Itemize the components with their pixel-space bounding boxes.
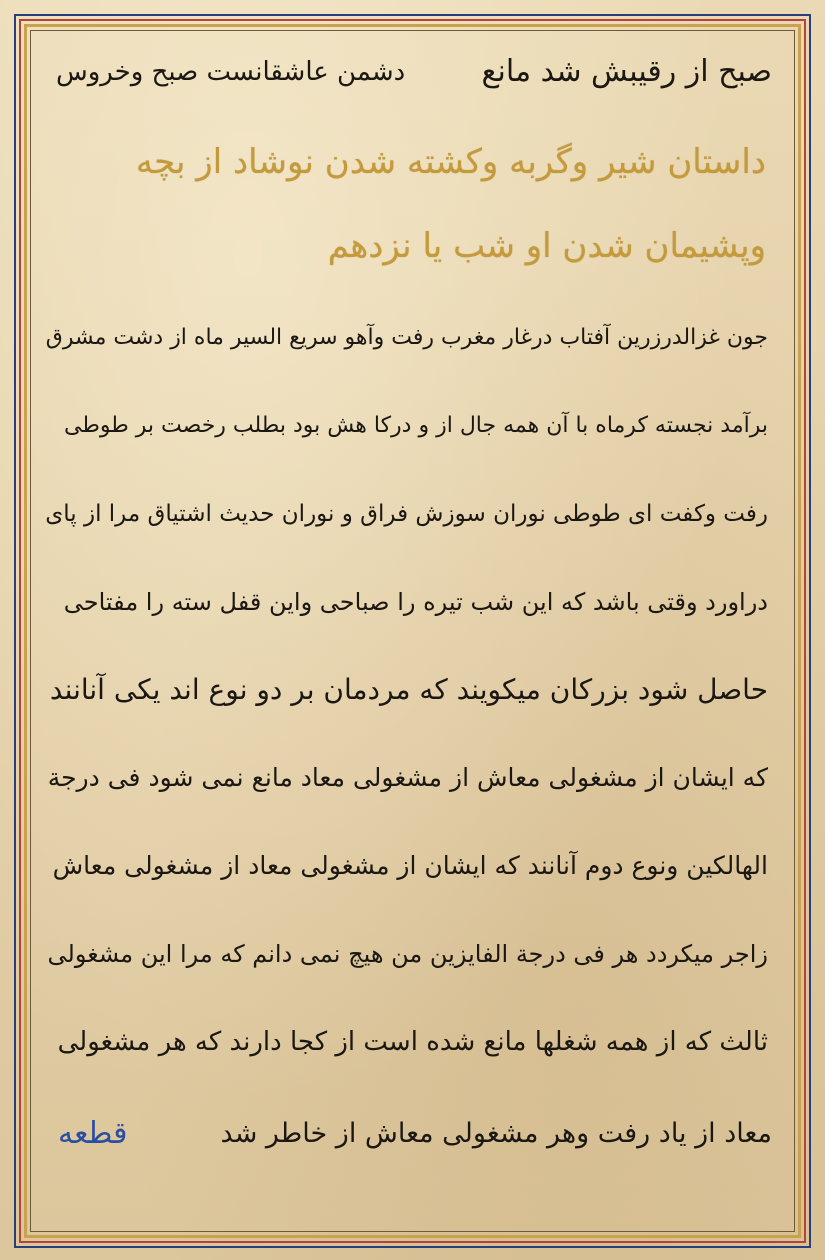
hemistich-right: صبح از رقیبش شد مانع: [481, 54, 772, 89]
verse-line: [36, 34, 790, 110]
body-line-1: جون غزالدرزرین آفتاب درغار مغرب رفت وآهو سریع السیر ماه از دشت مشرق: [45, 325, 768, 350]
text-block: [36, 32, 790, 1228]
rubric-line-1: داستان شیر وگربه وکشته شدن نوشاد از بچه: [135, 142, 766, 182]
body-line-4: دراورد وقتی باشد که این شب تیره را صباحی واین قفل سته را مفتاحی: [63, 588, 768, 616]
body-line-6: که ایشان از مشغولی معاش از مشغولی معاد مانع نمی شود فی درجة: [47, 763, 768, 792]
body-line-7: الهالکین ونوع دوم آنانند که ایشان از مشغولی معاد از مشغولی معاش: [52, 851, 768, 880]
rubric-line-2: وپشیمان شدن او شب یا نزدهم: [327, 226, 766, 266]
body-line-2: برآمد نجسته کرماه با آن همه جال از و درکا هش بود بطلب رخصت بر طوطی: [64, 413, 768, 438]
qita-heading: قطعه: [58, 1116, 128, 1151]
last-line: [36, 1096, 790, 1172]
body-line-3: رفت وکفت ای طوطی نوران سوزش فراق و نوران حدیث اشتیاق مرا از پای: [45, 501, 768, 527]
last-line-text: معاد از یاد رفت وهر مشغولی معاش از خاطر شد: [220, 1118, 772, 1149]
body-line-5: حاصل شود بزرکان میکویند که مردمان بر دو نوع اند یکی آنانند: [49, 673, 768, 706]
hemistich-left: دشمن عاشقانست صبح وخروس: [56, 57, 406, 87]
body-line-9: ثالث که از همه شغلها مانع شده است از کجا دارند که هر مشغولی: [57, 1027, 768, 1057]
body-line-8: زاجر میکردد هر فی درجة الفایزین من هیچ نمی دانم که مرا این مشغولی: [47, 940, 768, 968]
